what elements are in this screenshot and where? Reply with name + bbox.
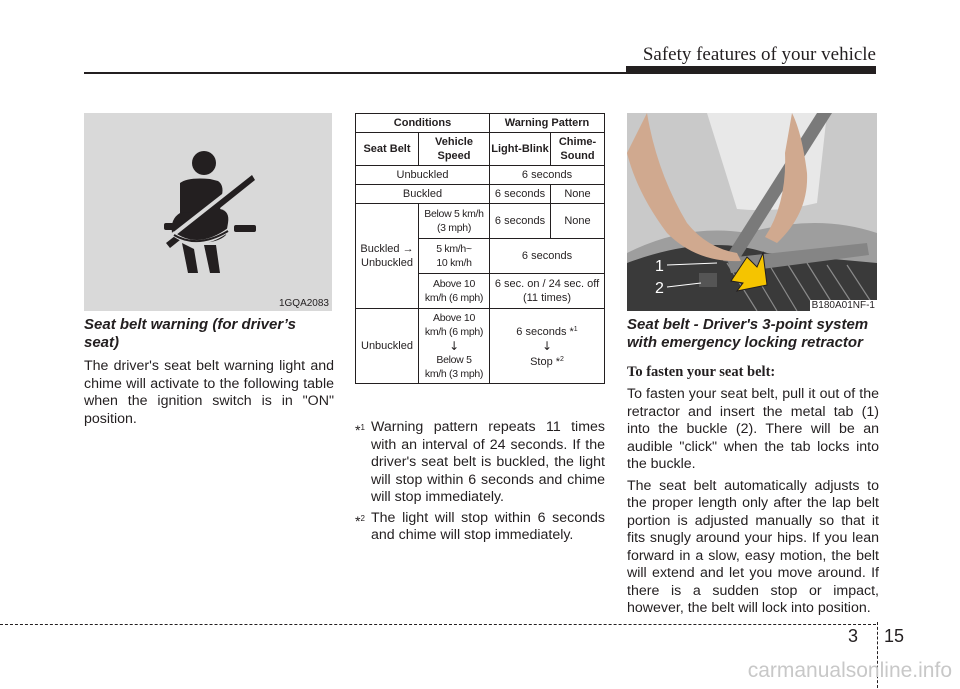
footnote <box>355 419 605 507</box>
callout-1: 1 <box>655 258 664 275</box>
cell-line: Above 10 <box>433 278 475 290</box>
table-header-conditions: Conditions <box>356 114 490 133</box>
chapter-number: 3 <box>848 626 859 646</box>
cell-line: 5 km/h~ <box>436 243 472 255</box>
cell-line: km/h (6 mph) <box>424 292 484 304</box>
cell-line: Unbuckled <box>361 257 413 269</box>
seat-belt-warning-icon <box>158 149 258 279</box>
cell-line: km/h (6 mph) <box>424 326 484 338</box>
page-header-title: Safety features of your vehicle <box>642 44 876 65</box>
table-cell <box>419 309 490 384</box>
section-paragraph: The seat belt automatically adjusts to the proper length only after the lap belt portion is adjusted manually so that it fits snugly around your hips. If you lean forward in a slow, easy motion, the belt will extend and let you move around. If there is a sudden stop or impact, however, the belt will lock into position. <box>627 477 879 616</box>
warning-pattern-table <box>355 113 605 384</box>
header-rule <box>84 72 876 74</box>
down-arrow-icon: ↓ <box>541 339 553 353</box>
section-body: The driver's seat belt warning light and chime will activate to the following table when the ignition switch is in "ON" position. <box>84 358 334 427</box>
table-cell: None <box>551 185 605 204</box>
cell-line <box>491 323 603 339</box>
table-header-vehicle-speed: Vehicle Speed <box>419 133 490 166</box>
pattern-text: 6 seconds * <box>516 326 574 338</box>
table-row <box>356 166 605 185</box>
callout-2: 2 <box>655 280 664 297</box>
cell-line: Above 10 <box>433 312 475 324</box>
footnote-number: 2 <box>360 513 365 523</box>
table-header-chime-sound: Chime-Sound <box>551 133 605 166</box>
three-point-system-section <box>627 316 879 622</box>
watermark: carmanualsonline.info <box>747 659 952 682</box>
cell-line: (3 mph) <box>436 222 472 234</box>
cell-line <box>491 353 603 369</box>
cell-line: Buckled → <box>360 243 414 255</box>
down-arrow-icon: ↓ <box>449 339 459 353</box>
table-header-light-blink: Light-Blink <box>490 133 551 166</box>
seat-belt-warning-figure <box>84 113 332 311</box>
footnote-star: * <box>355 423 361 439</box>
footnote-ref: 2 <box>560 356 564 363</box>
table-cell <box>419 204 490 239</box>
page-number: 15 <box>884 626 905 646</box>
cell-line: 10 km/h <box>436 257 472 269</box>
section-paragraph: To fasten your seat belt, pull it out of the retractor and insert the metal tab (1) into the buckle (2). There will be an audible "click" when the tab locks into the buckle. <box>627 386 879 472</box>
table-cell: Buckled <box>356 185 490 204</box>
seat-belt-fastening-figure <box>627 113 877 311</box>
table-cell-unbuckled: Unbuckled <box>356 309 419 384</box>
footnote-ref: 1 <box>573 326 578 333</box>
table-row <box>356 185 605 204</box>
cell-line: Below 5 <box>436 354 472 366</box>
table-row <box>356 204 605 239</box>
table-cell: 6 seconds <box>490 166 605 185</box>
pattern-text: Stop * <box>530 356 561 368</box>
table-header-warning-pattern: Warning Pattern <box>490 114 605 133</box>
table-cell: Unbuckled <box>356 166 490 185</box>
footnote-text: The light will stop within 6 seconds and chime will stop immediately. <box>371 509 605 543</box>
section-heading: Seat belt warning (for driver’s seat) <box>84 316 296 351</box>
section-subheading: To fasten your seat belt: <box>627 364 776 380</box>
warning-pattern-table-wrap <box>355 113 605 384</box>
cell-line: Below 5 km/h <box>424 208 484 220</box>
table-row <box>356 309 605 384</box>
table-cell-buckled-to-unbuckled <box>356 204 419 309</box>
cell-line: 6 sec. on / 24 sec. off <box>494 278 600 290</box>
cell-line: (11 times) <box>522 292 572 304</box>
footer-rule <box>0 624 876 625</box>
table-cell <box>490 274 605 309</box>
section-heading: Seat belt - Driver's 3-point system with emergency locking retractor <box>627 316 869 351</box>
table-cell <box>419 239 490 274</box>
footnote-number: 1 <box>360 423 365 432</box>
footnote-text: Warning pattern repeats 11 times with an interval of 24 seconds. If the driver's seat belt is buckled, the light will stop within 6 seconds and chime will stop immediately. <box>371 419 605 505</box>
table-cell <box>419 274 490 309</box>
footnote-mark <box>355 419 365 441</box>
footnotes <box>355 419 605 548</box>
table-header-seat-belt: Seat Belt <box>356 133 419 166</box>
table-cell: 6 seconds <box>490 185 551 204</box>
table-cell: 6 seconds <box>490 204 551 239</box>
footnote-star: * <box>355 513 361 530</box>
footnote <box>355 510 605 545</box>
figure-code: 1GQA2083 <box>278 298 329 309</box>
footnote-mark <box>355 510 365 532</box>
figure-code: B180A01NF-1 <box>811 300 875 311</box>
table-cell: 6 seconds <box>490 239 605 274</box>
table-cell: None <box>551 204 605 239</box>
cell-line: km/h (3 mph) <box>424 368 484 380</box>
seat-belt-warning-section <box>84 316 334 428</box>
table-cell <box>490 309 605 384</box>
